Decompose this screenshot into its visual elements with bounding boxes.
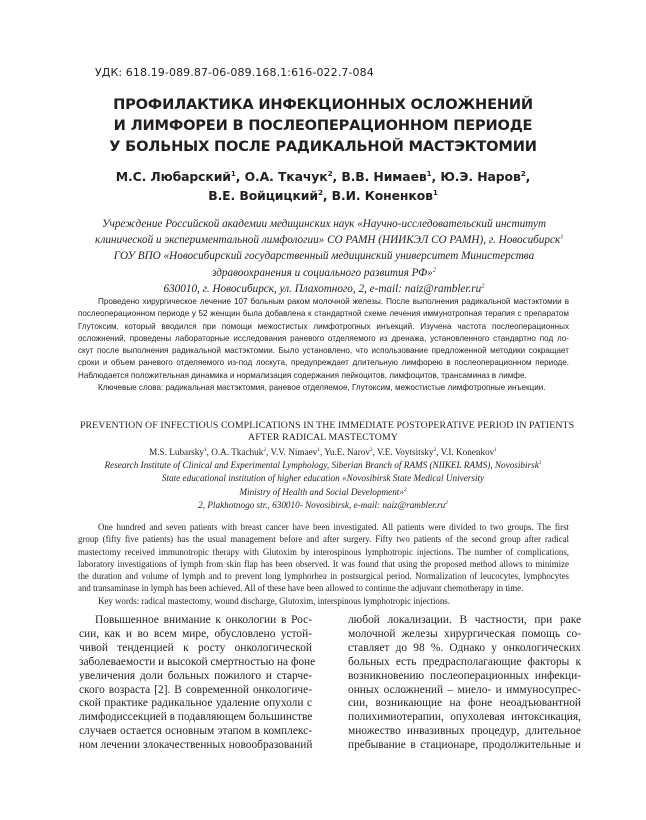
- author-sup: 1: [317, 446, 320, 453]
- body-line: увеличения доли больных пожилого и старче-: [79, 669, 312, 682]
- affiliation-en-line: [80, 459, 566, 472]
- title-en-line: PREVENTION OF INFECTIOUS COMPLICATIONS IN THE IMMEDIATE POSTOPERATIVE PERIOD IN PATIENTS: [80, 420, 575, 431]
- body-line: любой локализации. В частности, при раке: [348, 614, 581, 626]
- affiliation-line: [95, 281, 553, 297]
- author-sup: 2: [433, 446, 437, 453]
- author-sup: 1: [494, 446, 497, 453]
- authors-en: M.S. Lubarsky$^1$, O.A. Tkachuk$^2$, V.V. Nimaev$^1$, Yu.E. Narov$^2$, V.E. Voytsitsky$^2$, V.I. Konenkov$^1$: [149, 446, 497, 457]
- affiliation-text: клинической и экспериментальной лимфологии» СО РАМН (НИИКЭЛ СО РАМН), г. Новосибирск: [95, 234, 561, 247]
- article-title-ru: [70, 94, 576, 157]
- abstract-ru-line: скут после выполнения радикальной мастэктомии. Было установлено, что использование предложенной методики сокращает: [78, 346, 569, 356]
- author-name: O.A. Tkachuk: [211, 447, 264, 457]
- affiliation-en: [80, 459, 566, 513]
- title-en-line: AFTER RADICAL MASTECTOMY: [248, 432, 398, 444]
- body-column-right: [348, 614, 581, 753]
- body-line: ном лечении злокачественных новообразований: [79, 739, 313, 752]
- affiliation-en-line: [80, 486, 566, 499]
- abstract-en: [78, 521, 569, 607]
- author-name: M.S. Lubarsky: [149, 447, 204, 457]
- affiliation-sup: 1: [538, 459, 542, 466]
- author-sup: 2: [520, 168, 526, 178]
- affiliation-ru: [95, 216, 564, 297]
- body-line: сии, как и во всем мире, обусловлено устой-: [79, 627, 312, 640]
- affiliation-text: Research Institute of Clinical and Experimental Lymphology, Siberian Branch of RAMS (NIIKEL RAMS), Novosibirsk: [104, 460, 539, 470]
- abstract-en-line: the duration and volume of lymph and to prevent long lymphorhea in postsurgical period. Normalization of leucocytes, lymphocytes: [78, 571, 569, 582]
- affiliation-en-line: [80, 499, 566, 512]
- authors-line: В.Е. Войцицкий$^2$, В.И. Коненков$^1$: [208, 187, 438, 203]
- article-title-en: [80, 420, 575, 445]
- authors-line: М.С. Любарский$^1$, О.А. Ткачук$^2$, В.В. Нимаев$^1$, Ю.Э. Наров$^2$,: [115, 168, 531, 184]
- affiliation-text: 2, Plakhotnogo str., 630010- Novosibirsk, e-mail: naiz@rambler.ru: [198, 500, 446, 511]
- keywords-ru: Ключевые слова: радикальная мастэктомия, раневое отделяемое, Глутоксим, межостистые лимфотропные инъекции.: [98, 383, 546, 393]
- author-name: В.В. Нимаев: [341, 169, 427, 184]
- affiliation-line: ГОУ ВПО «Новосибирский государственный медицинский университет Министерства: [113, 250, 535, 263]
- abstract-en-line: One hundred and seven patients with breast cancer have been investigated. All patients were divided to two groups. The first: [98, 522, 569, 532]
- authors-ru: [90, 167, 556, 205]
- affiliation-sup: 2: [445, 500, 448, 507]
- affiliation-line: [95, 265, 553, 281]
- body-line: множество инвазивных процедур, длительное: [348, 725, 581, 738]
- keywords-en: Key words: radical mastectomy, wound discharge, Glutoxim, interspinous lymphotropic injections.: [98, 595, 450, 606]
- affiliation-sup: 1: [560, 233, 564, 241]
- author-name: М.С. Любарский: [115, 169, 231, 184]
- author-name: Yu.E. Narov: [324, 447, 370, 457]
- body-line: случаев остается основным этапом в комплекс-: [79, 725, 312, 738]
- abstract-ru: [78, 296, 569, 394]
- abstract-en-line: mastectomy received immunotropic therapy with Glutoxim by interospinous lymphotropic injections. The number of complications,: [78, 546, 569, 557]
- body-line: заболеваемости и высокой смертностью на фоне: [79, 655, 316, 668]
- body-line: ского возраста [2]. В современной онкологиче-: [79, 683, 312, 696]
- abstract-en-line: and transaminase in lymph has been achieved. All of these have been allowed to continue the adjuvant chemotherapy in time.: [78, 583, 524, 594]
- body-line: возникновению послеоперационных инфекци-: [348, 669, 581, 682]
- affiliation-text: Ministry of Health and Social Development»: [239, 486, 404, 497]
- body-line: чивой тенденцией к росту онкологической: [79, 641, 312, 654]
- body-line: лимфодиссекцией в подавляющем большинстве: [79, 711, 313, 724]
- abstract-ru-line: Глутоксим, который вводился при помощи межостистых лимфотропных инъекций. Изучена частота послеоперационных: [78, 321, 569, 331]
- affiliation-line: Учреждение Российской академии медицинских наук «Научно-исследовательский институт: [101, 218, 547, 230]
- affiliation-en-line: State educational institution of higher education «Novosibirsk State Medical University: [161, 473, 485, 484]
- author-sup: 2: [369, 446, 373, 453]
- author-name: V.I. Konenkov: [440, 447, 495, 457]
- abstract-en-line: laboratory investigations of lymph from skin flap has been observed. It was found that using the proposed method allows to minimize: [78, 558, 569, 569]
- body-column-left: [79, 614, 316, 753]
- author-sup: 2: [317, 187, 323, 197]
- affiliation-text: здравоохранения и социального развития РФ»: [212, 266, 433, 279]
- author-name: О.А. Ткачук: [244, 169, 328, 184]
- abstract-ru-line: послеоперационном периоде у 52 женщин была добавлена к стандартной схеме лечения иммунотропная терапия с препаратом: [78, 309, 569, 319]
- abstract-ru-line: Наблюдается положительная динамика и нормализация содержания лейкоцитов, лимфоцитов, трансаминаз в лимфе.: [78, 370, 527, 380]
- body-line: онных осложнений – миело- и иммуносупрес-: [348, 683, 581, 696]
- author-name: В.Е. Войцицкий: [208, 188, 318, 203]
- body-line: сии, возникающие на фоне неоадъювантной: [348, 697, 581, 710]
- author-name: В.И. Коненков: [331, 188, 433, 203]
- author-sup: 1: [432, 187, 438, 197]
- title-line: У БОЛЬНЫХ ПОСЛЕ РАДИКАЛЬНОЙ МАСТЭКТОМИИ: [109, 138, 537, 155]
- affiliation-sup: 2: [403, 486, 407, 493]
- author-sup: 1: [230, 168, 236, 178]
- body-line: Повышенное внимание к онкологии в Рос-: [95, 614, 312, 626]
- body-line: пребывание в стационаре, продолжительные и: [348, 739, 581, 752]
- title-line: И ЛИМФОРЕИ В ПОСЛЕОПЕРАЦИОННОМ ПЕРИОДЕ: [113, 117, 533, 134]
- body-line: ставляет до 98 %. Однако у онкологических: [348, 641, 581, 654]
- abstract-ru-line: Проведено хирургическое лечение 107 больным раком молочной железы. После выполнения радикальной мастэктомии в: [98, 297, 569, 306]
- body-line: ской практике радикальное удаление опухоли с: [79, 697, 312, 710]
- abstract-en-line: group (fifty five patients) has the usual management before and after surgery. Fifty two patients of the second group after radical: [78, 534, 569, 545]
- author-name: V.V. Nimaev: [270, 447, 318, 457]
- body-line: молочной железы хирургическая помощь со-: [348, 627, 581, 640]
- author-sup: 1: [426, 168, 432, 178]
- affiliation-text: 630010, г. Новосибирск, ул. Плахотного, 2, e-mail: naiz@rambler.ru: [163, 282, 482, 295]
- title-line: ПРОФИЛАКТИКА ИНФЕКЦИОННЫХ ОСЛОЖНЕНИЙ: [113, 96, 533, 113]
- author-name: V.E. Voytsitsky: [377, 447, 434, 457]
- author-sup: 2: [263, 446, 267, 453]
- affiliation-sup: 2: [432, 265, 436, 273]
- body-line: больных есть предрасполагающие факторы к: [348, 655, 581, 668]
- abstract-ru-line: сроки и объем раневого отделяемого из-под лоскута, предупреждает длительную лимфорею в послеоперационном периоде.: [78, 358, 569, 368]
- affiliation-line: [95, 232, 564, 248]
- author-sup: 2: [327, 168, 333, 178]
- udc-code: УДК: 618.19-089.87-06-089.168.1:616-022.7-084: [95, 66, 374, 79]
- author-sup: 1: [203, 446, 207, 453]
- body-line: полихимиотерапии, опухолевая интоксикация,: [348, 711, 581, 724]
- abstract-ru-line: осложнений, проведены лабораторные исследования раневого отделяемого из дренажа, установленного стандартно под ло-: [78, 333, 569, 343]
- author-name: Ю.Э. Наров: [440, 169, 521, 184]
- affiliation-sup: 2: [481, 282, 485, 290]
